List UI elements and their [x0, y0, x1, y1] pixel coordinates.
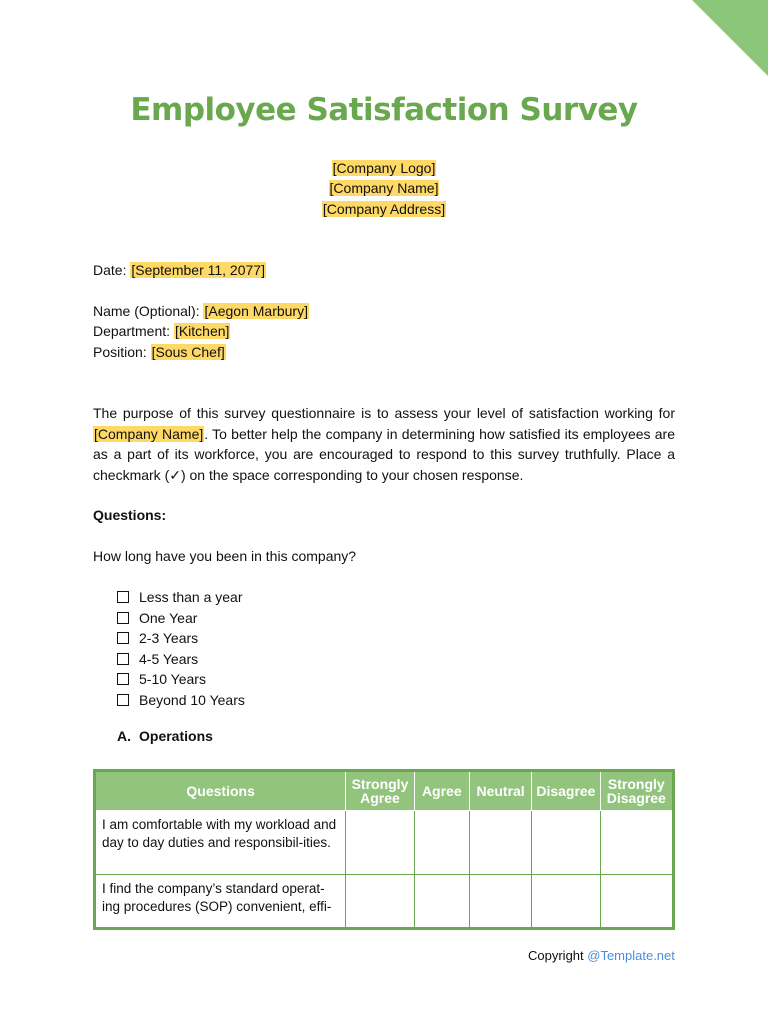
- question-cell: I find the company’s standard operat-ing procedures (SOP) convenient, effi-: [95, 875, 346, 929]
- checkbox[interactable]: [117, 612, 129, 624]
- tenure-option: [117, 587, 245, 608]
- section-letter: A.: [117, 728, 131, 744]
- checkbox[interactable]: [117, 653, 129, 665]
- name-line: [93, 303, 309, 319]
- copyright-footer: [528, 948, 675, 963]
- template-link[interactable]: @Template.net: [587, 948, 675, 963]
- tenure-options-list: [117, 587, 245, 710]
- position-value: [Sous Chef]: [151, 344, 225, 360]
- date-value: [September 11, 2077]: [131, 262, 265, 278]
- header-questions: Questions: [95, 771, 346, 811]
- tenure-option: [117, 669, 245, 690]
- intro-text-2: . To better help the company in determining how satisfied its employees are as a part of its workforce, you are encouraged to respond to this survey truthfully. Place a checkmark (✓) on the space corresponding to your chosen response.: [93, 425, 675, 483]
- checkbox[interactable]: [117, 591, 129, 603]
- section-title: Operations: [139, 728, 213, 744]
- response-cell[interactable]: [532, 875, 600, 929]
- header-disagree: Disagree: [532, 771, 600, 811]
- option-label: 4-5 Years: [139, 650, 199, 667]
- header-agree: Agree: [414, 771, 469, 811]
- checkbox[interactable]: [117, 632, 129, 644]
- response-cell[interactable]: [532, 811, 600, 875]
- position-line: [93, 344, 226, 360]
- response-cell[interactable]: [469, 811, 531, 875]
- intro-paragraph: [93, 403, 675, 485]
- tenure-question: How long have you been in this company?: [93, 548, 357, 564]
- option-label: Less than a year: [139, 589, 243, 605]
- date-line: [93, 262, 266, 278]
- corner-decoration: [692, 0, 768, 76]
- department-value: [Kitchen]: [174, 323, 230, 339]
- checkbox[interactable]: [117, 694, 129, 706]
- option-label: One Year: [139, 609, 198, 626]
- tenure-option: [117, 649, 245, 670]
- company-address-line: [0, 201, 768, 217]
- question-cell: I am comfortable with my workload and day to day duties and responsibil-ities.: [95, 811, 346, 875]
- header-strongly-agree: Strongly Agree: [346, 771, 414, 811]
- section-heading: [117, 728, 213, 744]
- company-name-placeholder: [Company Name]: [329, 180, 439, 196]
- document-title: Employee Satisfaction Survey: [130, 92, 638, 128]
- option-label: 5-10 Years: [139, 671, 206, 687]
- tenure-option: [117, 628, 245, 649]
- questions-heading: Questions:: [93, 507, 167, 523]
- date-label: Date:: [93, 262, 131, 278]
- position-label: Position:: [93, 344, 151, 360]
- response-cell[interactable]: [414, 875, 469, 929]
- intro-company-placeholder: [Company Name]: [94, 425, 204, 442]
- department-label: Department:: [93, 323, 174, 339]
- tenure-option: [117, 690, 245, 711]
- table-row: [95, 811, 674, 875]
- name-label: Name (Optional):: [93, 303, 204, 319]
- option-label: Beyond 10 Years: [139, 691, 245, 708]
- company-logo-line: [0, 160, 768, 176]
- response-cell[interactable]: [414, 811, 469, 875]
- response-cell[interactable]: [346, 875, 414, 929]
- response-cell[interactable]: [600, 875, 673, 929]
- response-cell[interactable]: [600, 811, 673, 875]
- department-line: [93, 323, 230, 339]
- operations-table: [93, 769, 675, 930]
- tenure-option: [117, 608, 245, 629]
- intro-text-1: The purpose of this survey questionnaire is to assess your level of satisfaction working for: [93, 405, 675, 421]
- table-row: [95, 875, 674, 929]
- company-logo-placeholder: [Company Logo]: [332, 160, 436, 176]
- response-cell[interactable]: [469, 875, 531, 929]
- option-label: 2-3 Years: [139, 630, 199, 646]
- name-value: [Aegon Marbury]: [204, 303, 308, 319]
- header-strongly-disagree: Strongly Disagree: [600, 771, 673, 811]
- header-neutral: Neutral: [469, 771, 531, 811]
- table-header-row: [95, 771, 674, 811]
- company-address-placeholder: [Company Address]: [322, 201, 446, 217]
- checkbox[interactable]: [117, 673, 129, 685]
- response-cell[interactable]: [346, 811, 414, 875]
- company-name-line: [0, 180, 768, 196]
- copyright-text: Copyright: [528, 948, 588, 963]
